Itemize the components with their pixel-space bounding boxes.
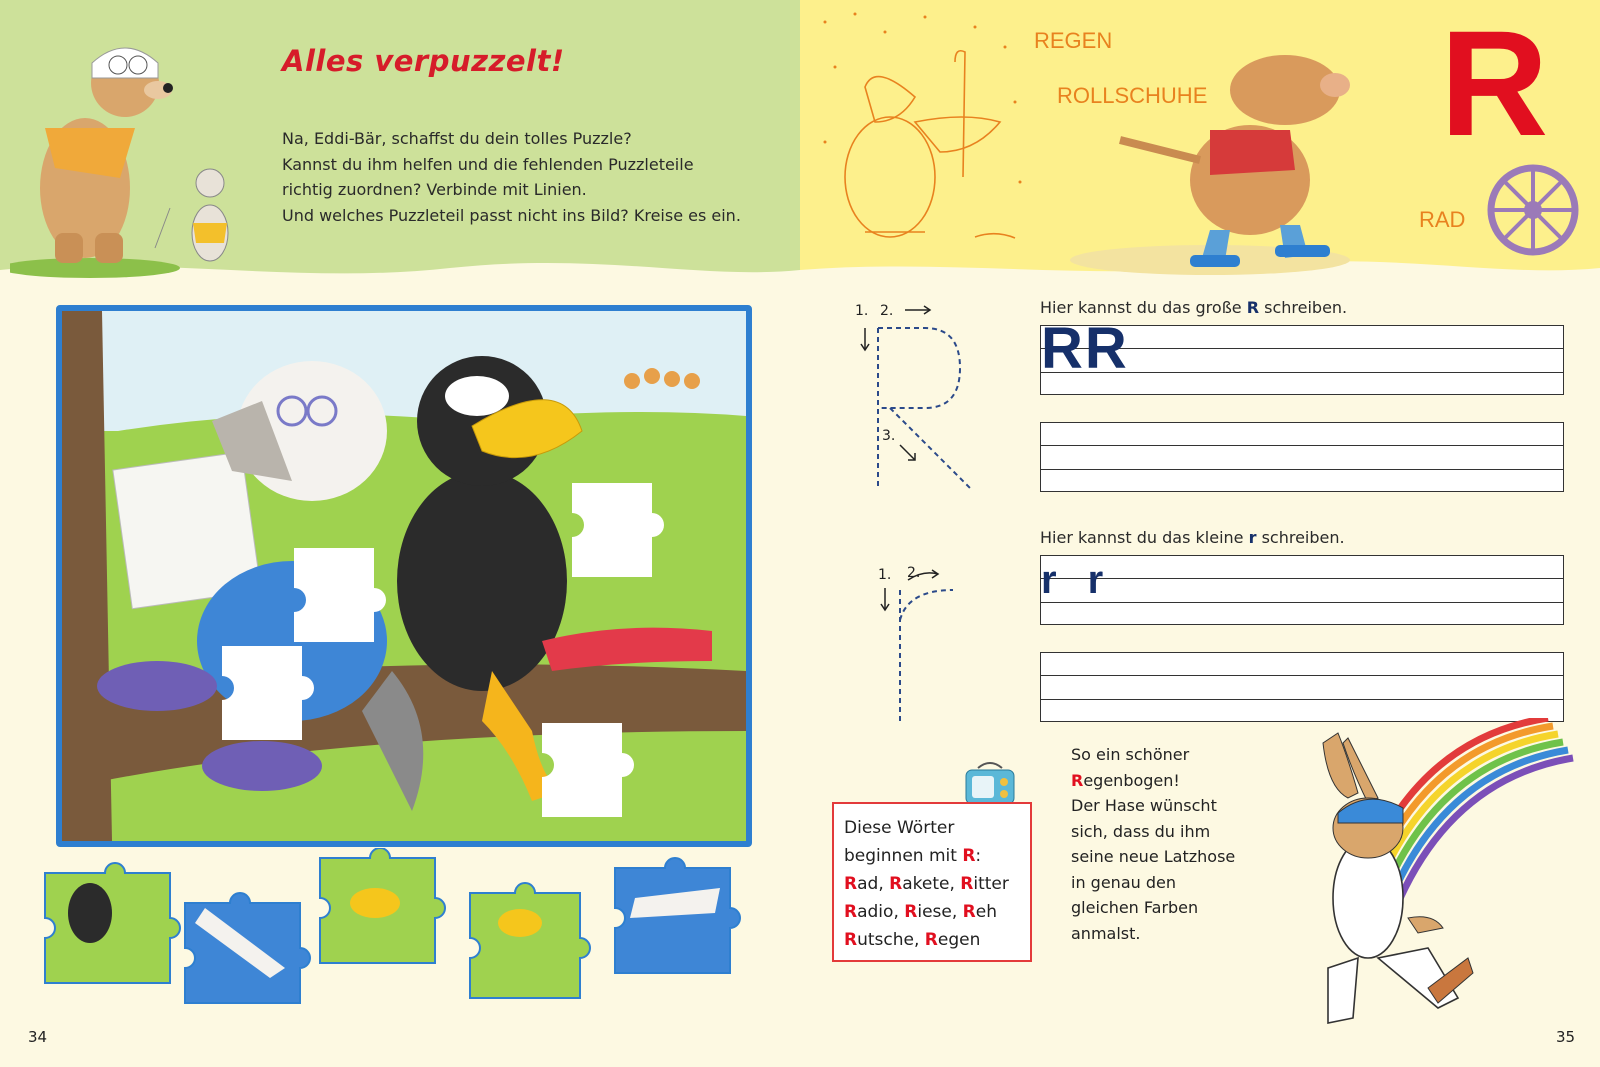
word-rad: RAD xyxy=(1419,207,1466,232)
story-line: seine neue Latzhose xyxy=(1071,847,1236,866)
story-line: So ein schöner xyxy=(1071,745,1190,764)
lowercase-sample: r r xyxy=(1041,558,1114,602)
story-line: Der Hase wünscht xyxy=(1071,796,1217,815)
lowercase-r-stroke-guide xyxy=(868,560,968,730)
writing-lines-uppercase-2[interactable] xyxy=(1040,422,1564,492)
intro-line: Kannst du ihm helfen und die fehlenden Puzzleteile xyxy=(282,154,694,174)
r-word: Riese xyxy=(904,902,952,922)
writing-lines-uppercase-1[interactable] xyxy=(1040,316,1564,395)
word-list-line: Rutsche, Regen xyxy=(844,930,981,950)
lower-stroke-label-2: 2. xyxy=(907,565,921,581)
word-regen: REGEN xyxy=(1034,28,1113,53)
puzzle-piece xyxy=(615,858,740,973)
intro-line: Na, Eddi-Bär, schaffst du dein tolles Puzzle? xyxy=(282,129,632,148)
uppercase-r-stroke-guide xyxy=(850,300,980,500)
story-line: sich, dass du ihm xyxy=(1071,821,1211,841)
instruction-text: Hier kannst du das kleine xyxy=(1040,528,1249,547)
bear-and-mouse-illustration xyxy=(10,18,250,280)
big-letter-r: R xyxy=(1440,0,1549,167)
puzzle-piece xyxy=(45,863,180,983)
r-word: Rad xyxy=(844,874,879,894)
instruction-letter: R xyxy=(1246,298,1260,317)
r-word: Rutsche xyxy=(844,930,914,950)
word-list-line: Rad, Rakete, Ritter xyxy=(844,874,1009,894)
pig-rollerskates-illustration xyxy=(1060,30,1400,280)
r-words-box xyxy=(832,802,1032,962)
puzzle-picture xyxy=(56,305,752,847)
rainbow-story-text xyxy=(1071,742,1241,946)
rabbit-rainbow-coloring xyxy=(1268,718,1588,1038)
r-word: Rakete xyxy=(889,874,950,894)
intro-line: Und welches Puzzleteil passt nicht ins Bild? Kreise es ein. xyxy=(282,205,741,225)
r-word: Radio xyxy=(844,902,894,922)
lowercase-instruction xyxy=(1040,528,1345,547)
mouse-umbrella-sketch xyxy=(805,2,1040,257)
writing-lines-lowercase-2[interactable] xyxy=(1040,652,1564,722)
word-list-line: Radio, Riese, Reh xyxy=(844,902,997,922)
writing-lines-lowercase-1[interactable] xyxy=(1040,555,1564,625)
page-number-right: 35 xyxy=(1556,1028,1576,1046)
box-line: Diese Wörter xyxy=(844,818,955,838)
instruction-text: Hier kannst du das große xyxy=(1040,298,1247,317)
puzzle-scene-illustration xyxy=(62,311,746,841)
box-line: beginnen mit R: xyxy=(844,846,982,866)
story-line: Regenbogen! xyxy=(1071,770,1180,790)
r-word: Regen xyxy=(924,930,981,950)
puzzle-piece xyxy=(185,893,310,1003)
word-rollschuhe: ROLLSCHUHE xyxy=(1057,83,1208,108)
page-number-left: 34 xyxy=(28,1028,48,1046)
story-line: gleichen Farben xyxy=(1071,898,1199,917)
stroke-label-2: 2. xyxy=(880,303,894,319)
instruction-text: schreiben. xyxy=(1259,298,1348,317)
intro-text xyxy=(282,126,752,228)
stroke-label-1: 1. xyxy=(855,303,869,319)
puzzle-pieces-row xyxy=(30,848,780,1018)
puzzle-piece xyxy=(470,883,590,998)
stroke-label-3: 3. xyxy=(882,428,896,444)
word-list xyxy=(844,870,1020,954)
instruction-text: schreiben. xyxy=(1256,528,1345,547)
intro-line: richtig zuordnen? Verbinde mit Linien. xyxy=(282,180,587,199)
story-line: anmalst. xyxy=(1071,923,1141,943)
puzzle-piece xyxy=(320,848,445,963)
instruction-letter: r xyxy=(1248,528,1257,547)
r-word: Reh xyxy=(962,902,997,922)
wheel-illustration xyxy=(1485,160,1595,260)
lower-stroke-label-1: 1. xyxy=(878,567,892,583)
story-line: in genau den xyxy=(1071,872,1176,892)
radio-icon xyxy=(960,758,1020,808)
uppercase-sample: RR xyxy=(1041,316,1129,381)
r-word: Ritter xyxy=(960,874,1009,894)
page-title: Alles verpuzzelt! xyxy=(282,44,565,78)
